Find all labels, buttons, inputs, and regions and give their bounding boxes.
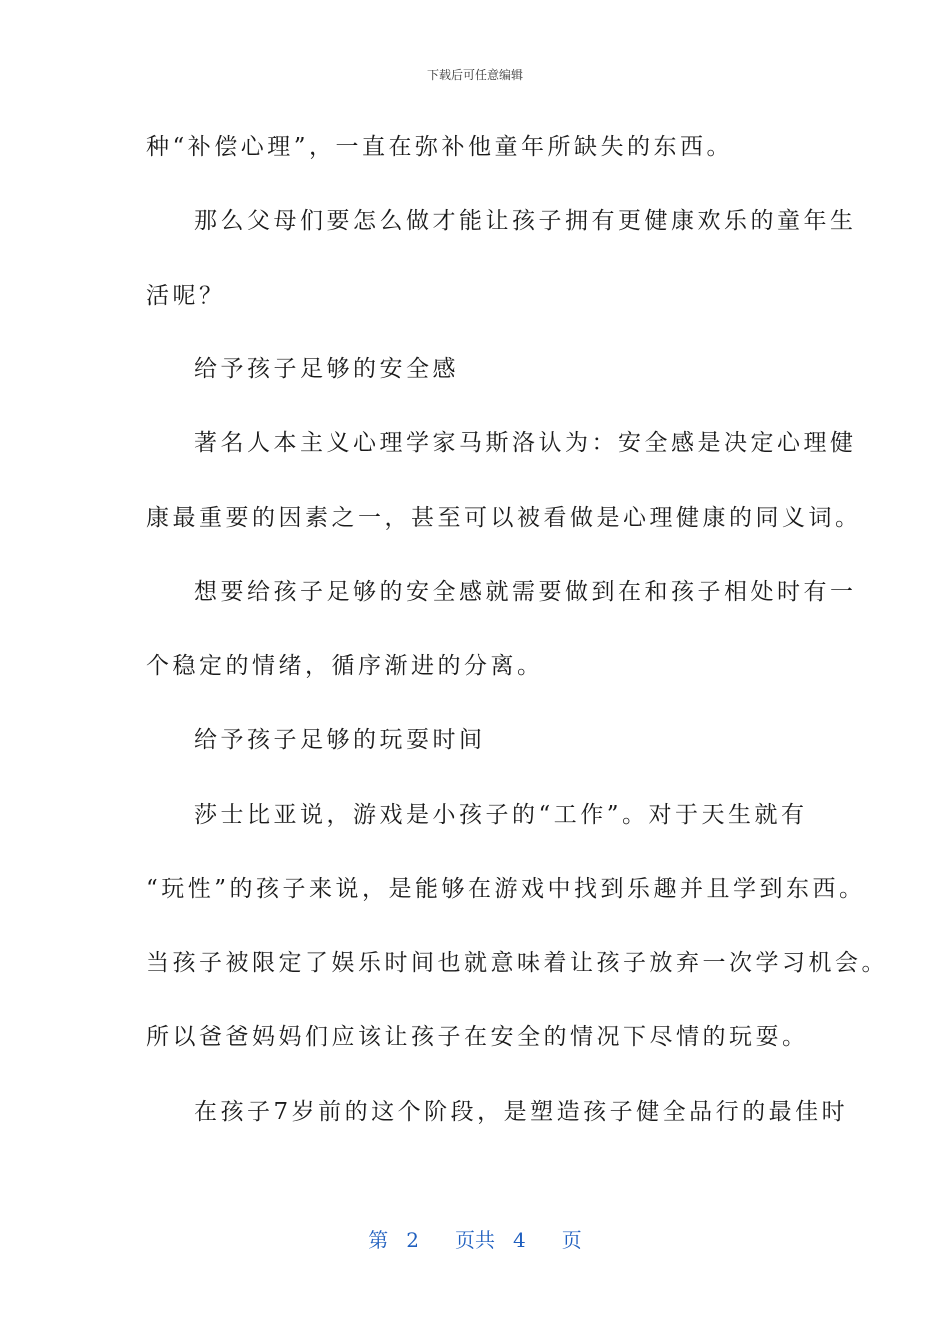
paragraph-line: 那么父母们要怎么做才能让孩子拥有更健康欢乐的童年生 (194, 208, 857, 234)
paragraph-line: 个稳定的情绪，循序渐进的分离。 (146, 653, 544, 679)
footer-suffix: 页 (561, 1228, 582, 1252)
paragraph-line: 莎士比亚说，游戏是小孩子的“工作”。对于天生就有 (194, 802, 808, 828)
footer-total-pages: 4 (513, 1228, 526, 1252)
paragraph-line: 当孩子被限定了娱乐时间也就意味着让孩子放弃一次学习机会。 (146, 950, 888, 976)
paragraph-line: 活呢？ (146, 283, 226, 309)
paragraph-line: 著名人本主义心理学家马斯洛认为：安全感是决定心理健 (194, 430, 857, 456)
section-heading: 给予孩子足够的安全感 (194, 356, 459, 382)
page-header: 下载后可任意编辑 (426, 68, 523, 82)
paragraph-line: 康最重要的因素之一，甚至可以被看做是心理健康的同义词。 (146, 505, 862, 531)
footer-middle: 页共 (455, 1228, 495, 1252)
paragraph-line: 想要给孩子足够的安全感就需要做到在和孩子相处时有一 (194, 579, 857, 605)
paragraph-line: 所以爸爸妈妈们应该让孩子在安全的情况下尽情的玩耍。 (146, 1024, 809, 1050)
paragraph-line: “玩性”的孩子来说，是能够在游戏中找到乐趣并且学到东西。 (146, 876, 866, 902)
footer-prefix: 第 (368, 1228, 389, 1252)
footer-page-number: 2 (406, 1228, 419, 1252)
paragraph-line: 在孩子7岁前的这个阶段，是塑造孩子健全品行的最佳时 (194, 1099, 849, 1125)
paragraph-line: 种“补偿心理”，一直在弥补他童年所缺失的东西。 (146, 134, 734, 160)
page-footer (0, 1224, 950, 1253)
section-heading: 给予孩子足够的玩耍时间 (194, 727, 486, 753)
